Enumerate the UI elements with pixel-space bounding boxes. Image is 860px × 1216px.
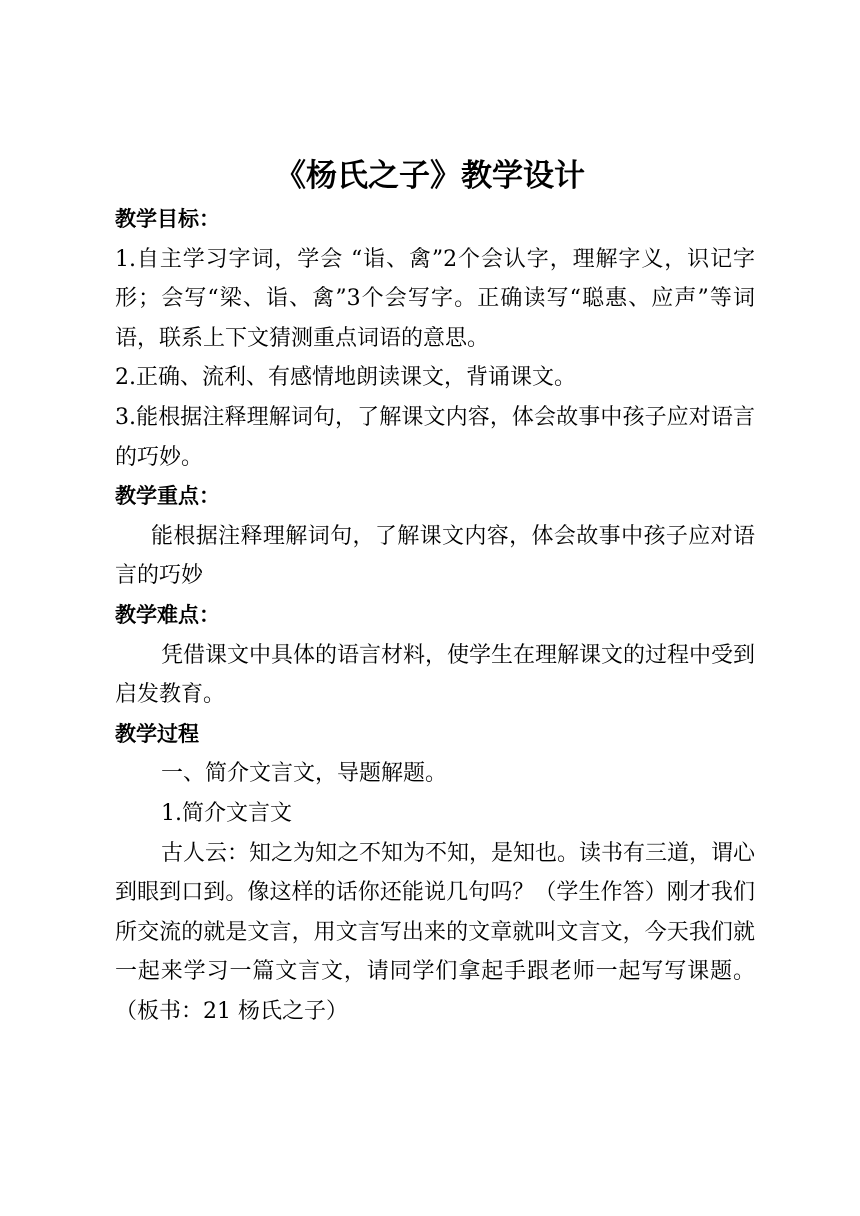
- section-heading-process: 教学过程: [115, 721, 199, 746]
- key-points-text: 能根据注释理解词句，了解课文内容，体会故事中孩子应对语言的巧妙: [115, 523, 755, 589]
- document-body: [115, 200, 755, 1031]
- process-step-1-1: 1.简介文言文: [161, 800, 292, 826]
- difficulties-text: 凭借课文中具体的语言材料，使学生在理解课文的过程中受到启发教育。: [115, 642, 756, 708]
- goal-item-2: 2.正确、流利、有感情地朗读课文，背诵课文。: [115, 365, 576, 391]
- process-step-1: 一、简介文言文，导题解题。: [161, 761, 448, 787]
- section-heading-key-points: 教学重点：: [115, 484, 220, 509]
- process-paragraph: 古人云：知之为知之不知为不知，是知也。读书有三道，谓心到眼到口到。像这样的话你还能说几句吗？（学生作答）刚才我们所交流的就是文言，用文言写出来的文章就叫文言文，今天我们就一起来学习一篇文言文，请同学们拿起手跟老师一起写写课题。（板书：21 杨氏之子）: [115, 840, 756, 1024]
- section-heading-goals: 教学目标：: [115, 207, 220, 231]
- section-heading-difficulties: 教学难点：: [115, 602, 220, 627]
- document-title: 《杨氏之子》教学设计: [275, 158, 585, 194]
- goal-item-3: 3.能根据注释理解词句，了解课文内容，体会故事中孩子应对语言的巧妙。: [115, 404, 755, 470]
- goal-item-1: 1.自主学习字词，学会 “诣、禽”2个会认字，理解字义，识记字形；会写“梁、诣、禽”3个会写字。正确读写“聪惠、应声”等词语，联系上下文猜测重点词语的意思。: [115, 246, 755, 351]
